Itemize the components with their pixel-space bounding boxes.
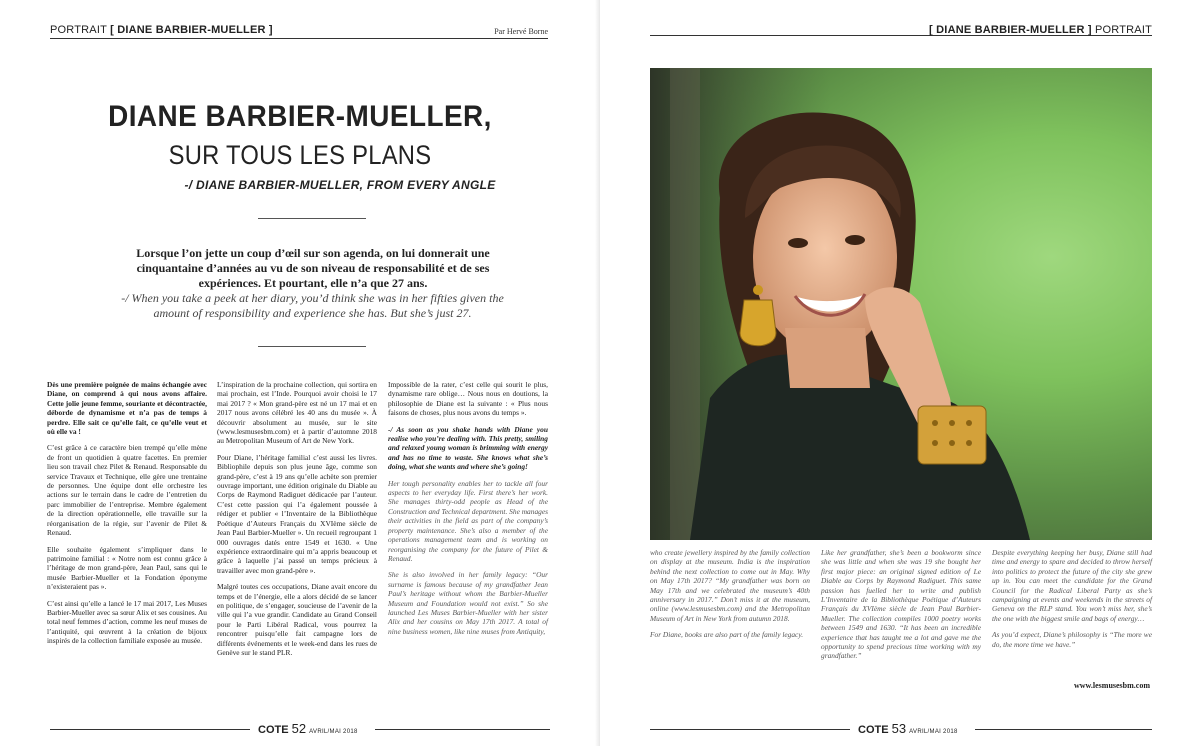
website-url[interactable]: www.lesmusesbm.com <box>1074 681 1150 690</box>
footer-rule <box>50 729 250 730</box>
header-name: [ DIANE BARBIER-MUELLER ] <box>929 24 1092 36</box>
paragraph: L’inspiration de la prochaine collection, qui sortira en mai prochain, est l’Inde. Pourquoi avoir choisi le 17 mai 2017 ? « Mon grand-père est né un 17 mai et en 2017 nous avons célébré les 40 ans du musée ». À découvrir absolument au musée, sur le site (www.lesmusesbm.com) et à partir d’automne 2018 au Metropolitan Museum of Art de New York. <box>217 380 377 446</box>
page-title: DIANE BARBIER-MUELLER, <box>108 100 492 133</box>
page-footer <box>258 721 358 736</box>
author-credit: Par Hervé Borne <box>494 27 548 36</box>
paragraph: Despite everything keeping her busy, Diane still had time and energy to spare and decided to throw herself into politics to protect the future of the city she grew up in. You can meet the candidate for the Grand Council for the Radical Liberal Party as she’s campaigning at events and weekends in the streets of Geneva on the RLP stand. You won’t miss her, she’s the one with the biggest smile and bags of energy… <box>992 548 1152 623</box>
lead-french: Lorsque l’on jette un coup d’œil sur son agenda, on lui donnerait une cinquantaine d’années au vu de son niveau de responsabilité et de ses expériences. Et pourtant, elle n’a que 27 ans. <box>136 246 490 290</box>
footer-rule <box>975 729 1152 730</box>
page-header <box>50 24 273 36</box>
footer-rule <box>375 729 550 730</box>
page-title-line2: SUR TOUS LES PLANS <box>168 140 432 170</box>
paragraph: For Diane, books are also part of the family legacy. <box>650 630 804 640</box>
paragraph: Her tough personality enables her to tackle all four aspects to her everyday life. First there’s her work. She manages thirty-odd people as Head of the Construction and Technical department. She manages their activities in the field as part of the company’s property maintenance. She’s also a member of the operations management team and is working on reorganising the company for the future of Pilet & Renaud. <box>388 478 548 563</box>
paragraph: C’est ainsi qu’elle a lancé le 17 mai 2017, Les Muses Barbier-Mueller avec sa sœur Alix et ses cousines. Au total neuf femmes d’action, comme les neuf muses de l’antiquité, qui œuvrent à la création de bijoux inspirés de la collection familiale exposée au musée. <box>47 598 207 646</box>
header-name: [ DIANE BARBIER-MUELLER ] <box>110 24 273 36</box>
section-label: PORTRAIT <box>50 24 107 36</box>
brand-logo: COTE <box>858 724 889 736</box>
brand-logo: COTE <box>258 724 289 736</box>
paragraph: who create jewellery inspired by the family collection on display at the museum. India is the inspiration behind the next collection to come out in May. Why on May 17th 2017? “My grandfather was born on May 17th and we celebrated the museum’s 40th anniversary in 2017.” Don’t miss it at the museum, online (www.lesmusesbm.com) and the Metropolitan Museum of Art in New York from autumn 2018. <box>650 548 810 623</box>
paragraph: -/ As soon as you shake hands with Diane you realise who you’re dealing with. This pretty, smiling and relaxed young woman is brimming with energy and has no time to waste. She knows what she’s doing, what she wants and where she’s going! <box>388 424 548 472</box>
text-column-2 <box>821 548 981 668</box>
paragraph: Dès une première poignée de mains échangée avec Diane, on comprend à qui nous avons affaire. Cette jolie jeune femme, souriante et décontractée, déborde de dynamisme et n’a pas de temps à perdre. Elle sait ce qu’elle fait, ce qu’elle veut et où elle va ! <box>47 380 207 437</box>
text-column-2 <box>217 380 377 664</box>
paragraph: Impossible de la rater, c’est celle qui sourit le plus, dynamisme rare oblige… Nous nous en doutions, la philosophie de Diane est la suivante : « Plus nous faisons de choses, plus nous avons du temps ». <box>388 380 548 418</box>
paragraph: Malgré toutes ces occupations, Diane avait encore du temps et de l’énergie, elle a alors décidé de se lancer en politique, de s’engager, soucieuse de l’avenir de la ville qui l’a vue grandir. Candidate au Grand Conseil pour le Parti Libéral Radical, vous pourrez la rencontrer puisqu’elle fait campagne lors de différents événements et le week-end dans les rues de Genève sur le stand PLR. <box>217 582 377 657</box>
divider <box>258 346 366 347</box>
right-page <box>600 0 1200 746</box>
text-column-1 <box>650 548 810 647</box>
page-number: 53 <box>891 721 907 736</box>
portrait-photo <box>650 68 1152 540</box>
paragraph: Elle souhaite également s’impliquer dans le patrimoine familial : « Notre nom est connu grâce à l’héritage de mon grand-père, Jean Paul, sans qui le musée Barbier-Mueller et la Fondation éponyme n’existeraient pas ». <box>47 544 207 592</box>
page-footer <box>858 721 958 736</box>
header-rule <box>50 38 548 39</box>
section-label: PORTRAIT <box>1094 24 1152 36</box>
paragraph: Like her grandfather, she’s been a bookworm since she was little and when she was 19 she bought her first major piece: an original signed edition of Le Diable au Corps by Raymond Radiguet. This same passion has fuelled her to write and publish L’Inventaire de la Bibliothèque Poétique d’Auteurs Français du XVIème siècle de Jean Paul Barbier-Mueller. The collection compiles 1000 poetry works between 1549 and 1630. “It has been an incredible experience that has taught me a lot and gave me the opportunity to spend precious time working with my grandfather.” <box>821 548 981 661</box>
footer-rule <box>650 729 850 730</box>
text-column-3 <box>992 548 1152 656</box>
paragraph: She is also involved in her family legacy: “Our surname is famous because of my grandfather Jean Paul’s heritage without whom the Barbier-Mueller Museum and Foundation would not exist.” So she launched Les Muses Barbier-Mueller with her sister Alix and her cousins on May 17th 2017. A total of nine business women, like nine muses from Antiquity, <box>388 570 548 636</box>
text-column-1 <box>47 380 207 653</box>
page-header <box>929 24 1152 36</box>
paragraph: C’est grâce à ce caractère bien trempé qu’elle mène de front un quotidien à quatre facettes. En premier lieu son travail chez Pilet & Renaud. Responsable du service Travaux et Technique, elle gère une trentaine de personnes. Une équipe dont elle orchestre les actions sur le terrain dans le cadre de l’entretien du parc immobilier de l’entreprise. Membre également de la direction opérationnelle, elle travaille sur la réorganisation de la régie, sur l’avenir de Pilet & Renaud. <box>47 443 207 538</box>
text-column-3 <box>388 380 548 643</box>
issue-date: AVRIL/MAI 2018 <box>909 729 958 735</box>
page-number: 52 <box>291 721 307 736</box>
paragraph: Pour Diane, l’héritage familial c’est aussi les livres. Bibliophile depuis son plus jeune âge, comme son grand-père, c’est à 19 ans qu’elle achète son premier ouvrage important, une édition originale du Diable au Corps de Raymond Radiguet dédicacée par l’auteur. C’est cette passion qui l’a également poussée à rédiger et publier « l’Inventaire de la Bibliothèque Poétique d’Auteurs Français du XVIème siècle de Jean Paul Barbier-Mueller ». Un recueil regroupant 1 000 ouvrages datés entre 1549 et 1630. « Une expérience extraordinaire qui m’a appris beaucoup et grâce à laquelle j’ai passé un temps précieux à travailler avec mon grand-père ». <box>217 452 377 575</box>
subtitle: -/ DIANE BARBIER-MUELLER, FROM EVERY ANGLE <box>184 178 496 192</box>
lead-english: -/ When you take a peek at her diary, you’d think she was in her fifties given the amount of responsibility and experience she has. But she’s just 27. <box>121 291 504 320</box>
issue-date: AVRIL/MAI 2018 <box>309 729 358 735</box>
paragraph: As you’d expect, Diane’s philosophy is “The more we do, the more time we have.” <box>992 630 1152 649</box>
portrait-illustration <box>650 68 1152 540</box>
divider <box>258 218 366 219</box>
